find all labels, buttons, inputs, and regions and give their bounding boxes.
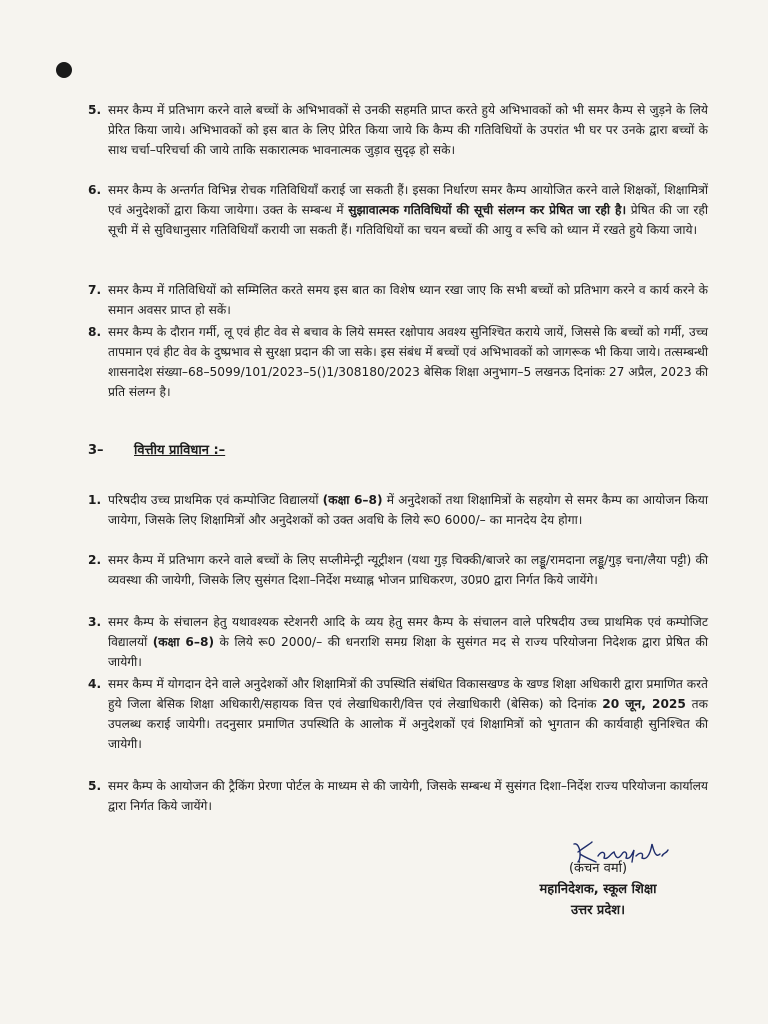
signatory-state: उत्तर प्रदेश। — [570, 903, 626, 918]
item-number: 2. — [88, 553, 102, 567]
item-text: समर कैम्प के संचालन हेतु यथावश्यक स्टेशनरी आदि के व्यय हेतु समर कैम्प के संचालन वाले परिषदीय उच्च प्राथमिक एवं कम्पोजिट विद्यालयों — [108, 615, 708, 649]
list-item — [88, 490, 708, 530]
item-text: समर कैम्प के आयोजन की ट्रैकिंग प्रेरणा पोर्टल के माध्यम से की जायेगी, जिसके सम्बन्ध में सुसंगत दिशा–निर्देश राज्य परियोजना कार्यालय द्वारा निर्गत किये जायेंगे। — [108, 779, 708, 813]
item-text-bold: (कक्षा 6–8) — [152, 635, 215, 649]
item-number: 1. — [88, 493, 102, 507]
item-text: समर कैम्प में योगदान देने वाले अनुदेशकों और शिक्षामित्रों की उपस्थिति संबंधित विकासखण्ड के खण्ड शिक्षा अधिकारी द्वारा प्रमाणित करते हुये जिला बेसिक शिक्षा अधिकारी/सहायक वित्त एवं लेखाधिकारी/वित्त एवं लेखाधिकारी (बेसिक) को दिनांक — [108, 677, 708, 711]
item-text: में अनुदेशकों तथा शिक्षामित्रों के सहयोग से समर कैम्प का आयोजन किया जायेगा, जिसके लिए शिक्षामित्रों और अनुदेशकों को उक्त अवधि के लिये रू0 6000/– का मानदेय देय होगा। — [108, 493, 708, 527]
list-item — [88, 100, 708, 160]
item-text-bold: 20 जून, 2025 — [602, 697, 686, 711]
item-number: 5. — [88, 779, 102, 793]
item-number: 5. — [88, 103, 102, 117]
item-text: परिषदीय उच्च प्राथमिक एवं कम्पोजिट विद्यालयों — [108, 493, 323, 507]
item-text: समर कैम्प में प्रतिभाग करने वाले बच्चों के लिए सप्लीमेन्ट्री न्यूट्रीशन (यथा गुड़ चिक्की/बाजरे का लड्डू/रामदाना लड्डू/गुड़ चना/लैया पट्टी) की व्यवस्था की जायेगी, जिसके लिए सुसंगत दिशा–निर्देश मध्याह्न भोजन प्राधिकरण, उ0प्र0 द्वारा निर्गत किये जायेंगे। — [108, 553, 708, 587]
item-text: तक उपलब्ध कराई जायेगी। तदनुसार प्रमाणित उपस्थिति के आलोक में अनुदेशकों एवं शिक्षामित्रों को भुगतान की कार्यवाही सुनिश्चित की जायेगी। — [108, 697, 708, 751]
section-heading — [88, 440, 388, 458]
item-text: के लिये रू0 2000/– की धनराशि समग्र शिक्षा के सुसंगत मद से राज्य परियोजना निदेशक द्वारा प्रेषित की जायेगी। — [108, 635, 708, 669]
list-item — [88, 550, 708, 590]
punch-hole-mark — [56, 62, 72, 78]
list-item — [88, 674, 708, 754]
section-title: वित्तीय प्राविधान :– — [134, 443, 226, 458]
item-text-bold: सुझावात्मक गतिविधियों की सूची संलग्न कर प्रेषित जा रही है। — [348, 203, 627, 217]
item-number: 8. — [88, 325, 102, 339]
item-text-bold: (कक्षा 6–8) — [322, 493, 383, 507]
item-number: 4. — [88, 677, 102, 691]
list-item — [88, 180, 708, 240]
item-text: प्रेषित की जा रही सूची में से सुविधानुसार गतिविधियाँ करायी जा सकती हैं। गतिविधियों का चयन बच्चों की आयु व रूचि को ध्यान में रखते हुये किया जाये। — [108, 203, 708, 237]
list-item — [88, 776, 708, 816]
item-number: 7. — [88, 283, 102, 297]
list-item — [88, 612, 708, 672]
signature-block — [508, 858, 688, 921]
list-item — [88, 322, 708, 402]
item-text: समर कैम्प के अन्तर्गत विभिन्न रोचक गतिविधियाँ कराई जा सकती हैं। इसका निर्धारण समर कैम्प आयोजित करने वाले शिक्षकों, शिक्षामित्रों एवं अनुदेशकों द्वारा किया जायेगा। उक्त के सम्बन्ध में — [108, 183, 708, 217]
list-item — [88, 280, 708, 320]
signatory-designation: महानिदेशक, स्कूल शिक्षा — [539, 882, 657, 897]
section-number: 3– — [88, 443, 104, 458]
signatory-name: (कंचन वर्मा) — [568, 861, 628, 876]
item-text: समर कैम्प में गतिविधियों को सम्मिलित करते समय इस बात का विशेष ध्यान रखा जाए कि सभी बच्चों को प्रतिभाग करने व कार्य करने के समान अवसर प्राप्त हो सकें। — [108, 283, 708, 317]
item-number: 3. — [88, 615, 102, 629]
item-text: समर कैम्प में प्रतिभाग करने वाले बच्चों के अभिभावकों से उनकी सहमति प्राप्त करते हुये अभिभावकों को भी समर कैम्प से जुड़ने के लिये प्रेरित किया जाये। अभिभावकों को इस बात के लिए प्रेरित किया जाये कि कैम्प की गतिविधियों के उपरांत भी घर पर उनके द्वारा बच्चों के साथ चर्चा–परिचर्चा की जाये ताकि सकारात्मक भावनात्मक जुड़ाव सुदृढ़ हो सके। — [108, 103, 708, 157]
item-text: समर कैम्प के दौरान गर्मी, लू एवं हीट वेव से बचाव के लिये समस्त रक्षोपाय अवश्य सुनिश्चित कराये जायें, जिससे कि बच्चों को गर्मी, उच्च तापमान एवं हीट वेव के दुष्प्रभाव से सुरक्षा प्रदान की जा सके। इस संबंध में बच्चों एवं अभिभावकों को जागरूक भी किया जाये। तत्सम्बन्धी शासनादेश संख्या–68–5099/101/2023–5()1/308180/2023 बेसिक शिक्षा अनुभाग–5 लखनऊ दिनांकः 27 अप्रैल, 2023 की प्रति संलग्न है। — [108, 325, 708, 399]
item-number: 6. — [88, 183, 102, 197]
